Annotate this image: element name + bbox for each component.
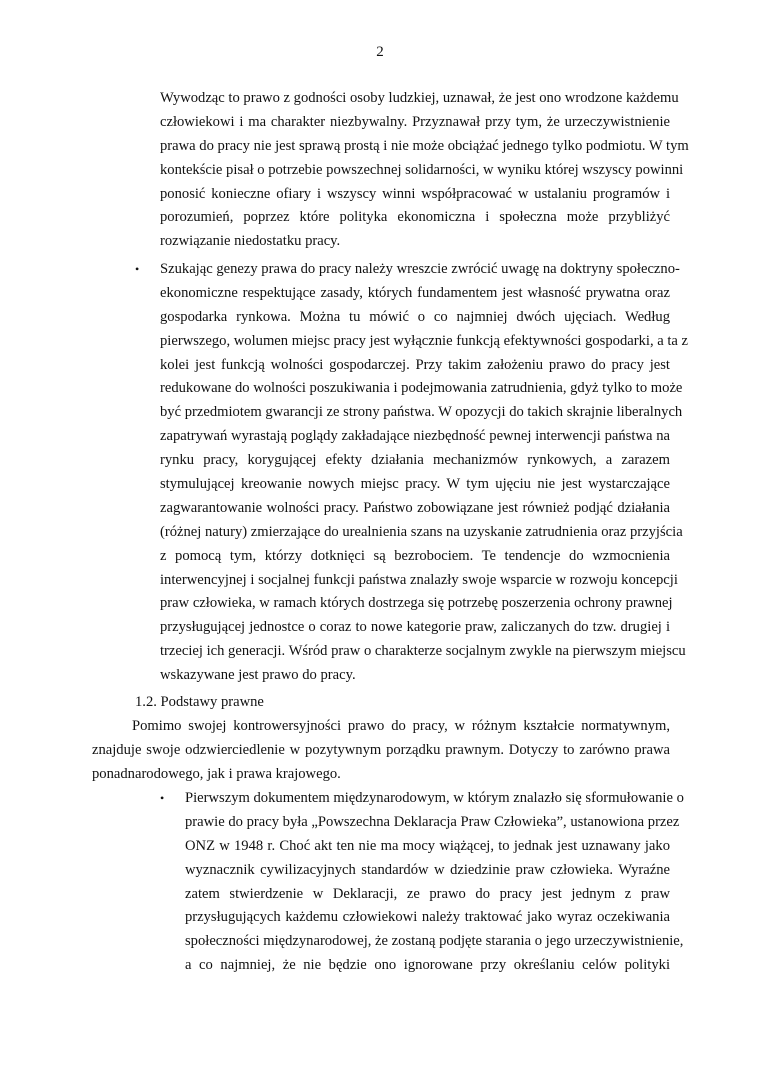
- text-line: stymulującej kreowanie nowych miejsc pracy. W tym ujęciu nie jest wystarczające: [160, 476, 670, 493]
- text-line: rozwiązanie niedostatku pracy.: [160, 233, 341, 250]
- text-line: prawie do pracy była „Powszechna Deklaracja Praw Człowieka”, ustanowiona przez: [185, 813, 680, 830]
- page-number: 2: [376, 44, 384, 60]
- text-line: Pierwszym dokumentem międzynarodowym, w którym znalazło się sformułowanie o: [185, 790, 684, 806]
- text-line: zagwarantowanie wolności pracy. Państwo zobowiązane jest również podjąć działania: [160, 499, 670, 516]
- text-line: Pomimo swojej kontrowersyjności prawo do pracy, w różnym kształcie normatywnym,: [132, 718, 670, 734]
- text-line: być przedmiotem gwarancji ze strony państwa. W opozycji do takich skrajnie liberalnych: [160, 404, 683, 421]
- text-line: znajduje swoje odzwierciedlenie w pozytywnym porządku prawnym. Dotyczy to zarówno prawa: [92, 741, 670, 758]
- intro-paragraph: [92, 715, 670, 787]
- bullet-paragraph-2: [185, 787, 684, 978]
- text-line: gospodarka rynkowa. Można tu mówić o co najmniej dwóch ujęciach. Według: [160, 308, 670, 325]
- section-heading: 1.2. Podstawy prawne: [135, 694, 264, 710]
- text-line: ponadnarodowego, jak i prawa krajowego.: [92, 765, 341, 782]
- text-line: ekonomiczne respektujące zasady, których fundamentem jest własność prywatna oraz: [160, 284, 670, 301]
- text-line: społeczności międzynarodowej, że zostaną podjęte starania o jego urzeczywistnienie,: [185, 933, 684, 950]
- text-line: kolei jest funkcją wolności gospodarczej. Przy takim założeniu prawo do pracy jest: [160, 356, 670, 373]
- text-line: porozumień, poprzez które polityka ekonomiczna i społeczna może przybliżyć: [160, 209, 670, 226]
- text-line: prawa do pracy nie jest sprawą prostą i nie może obciążać jednego tylko podmiotu. W tym: [160, 137, 689, 154]
- text-line: Wywodząc to prawo z godności osoby ludzkiej, uznawał, że jest ono wrodzone każdemu: [160, 90, 679, 106]
- text-line: trzeciej ich generacji. Wśród praw o charakterze socjalnym zwykle na pierwszym miejscu: [160, 643, 686, 660]
- text-line: pierwszego, wolumen miejsc pracy jest wyłącznie funkcją efektywności gospodarki, a ta z: [160, 332, 689, 349]
- text-line: przysługujących każdemu człowiekowi należy traktować jako wyraz oczekiwania: [185, 909, 670, 926]
- text-line: kontekście pisał o potrzebie powszechnej solidarności, w wyniku której wszyscy powinni: [160, 161, 684, 178]
- text-line: przysługującej jednostce o coraz to nowe kategorie praw, zaliczanych do tzw. drugiej i: [160, 619, 670, 636]
- paragraph-continuation: [160, 87, 689, 254]
- bullet-paragraph-1: [160, 258, 689, 688]
- text-line: ONZ w 1948 r. Choć akt ten nie ma mocy wiążącej, to jednak jest uznawany jako: [185, 837, 670, 854]
- text-line: rynku pracy, korygującej efekty działania mechanizmów rynkowych, a zarazem: [160, 452, 670, 469]
- text-line: z pomocą tym, którzy dotknięci są bezrobociem. Te tendencje do wzmocnienia: [160, 547, 670, 564]
- text-line: zatem stwierdzenie w Deklaracji, ze prawo do pracy jest jednym z praw: [185, 885, 670, 902]
- text-line: redukowane do wolności poszukiwania i podejmowania zatrudnienia, gdyż tylko to może: [160, 380, 683, 397]
- bullet-icon: •: [160, 791, 165, 805]
- text-line: wskazywane jest prawo do pracy.: [160, 667, 356, 684]
- text-line: ponosić konieczne ofiary i wszyscy winni współpracować w ustalaniu programów i: [160, 185, 670, 202]
- text-line: a co najmniej, że nie będzie ono ignorowane przy określaniu celów polityki: [185, 957, 670, 974]
- bullet-icon: •: [135, 262, 140, 276]
- text-line: Szukając genezy prawa do pracy należy wreszcie zwrócić uwagę na doktryny społeczno-: [160, 261, 680, 277]
- text-line: interwencyjnej i socjalnej funkcji państwa znalazły swoje wsparcie w rozwoju koncepcji: [160, 571, 678, 588]
- text-line: człowiekowi i ma charakter niezbywalny. Przyznawał przy tym, że urzeczywistnienie: [160, 113, 670, 130]
- text-line: zapatrywań wyrastają poglądy zakładające niezbędność pewnej interwencji państwa na: [160, 428, 670, 445]
- text-line: (różnej natury) zmierzające do urealnienia szans na uzyskanie zatrudnienia oraz przyjścia: [160, 523, 683, 540]
- text-line: praw człowieka, w ramach których dostrzega się potrzebę poszerzenia ochrony prawnej: [160, 595, 673, 612]
- text-line: wyznacznik cywilizacyjnych standardów w dziedzinie praw człowieka. Wyraźne: [185, 861, 670, 878]
